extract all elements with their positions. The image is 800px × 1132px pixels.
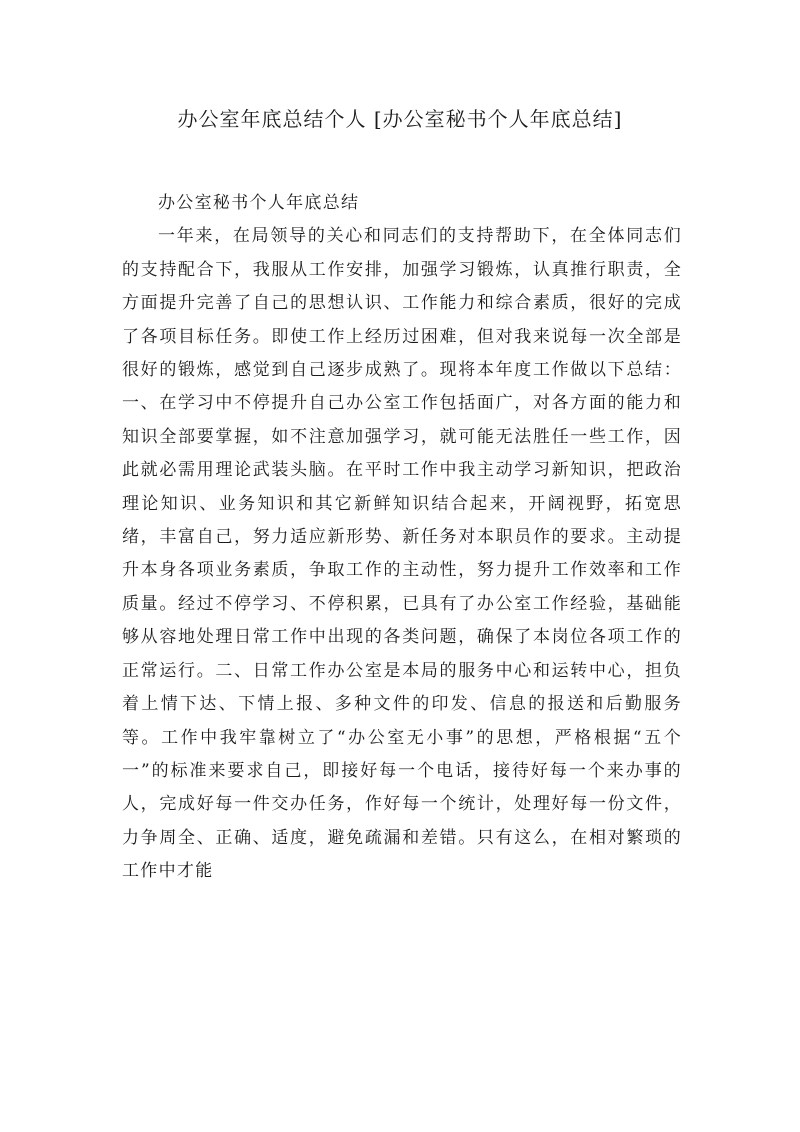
- document-body: [122, 187, 682, 889]
- document-subtitle: 办公室秘书个人年底总结: [158, 193, 360, 213]
- body-paragraph: 一年来，在局领导的关心和同志们的支持帮助下，在全体同志们的支持配合下，我服从工作安排，加强学习锻炼，认真推行职责，全方面提升完善了自己的思想认识、工作能力和综合素质，很好的完成了各项目标任务。即使工作上经历过困难，但对我来说每一次全部是很好的锻炼，感觉到自己逐步成熟了。现将本年度工作做以下总结：一、在学习中不停提升自己办公室工作包括面广，对各方面的能力和知识全部要掌握，如不注意加强学习，就可能无法胜任一些工作，因此就必需用理论武装头脑。在平时工作中我主动学习新知识，把政治理论知识、业务知识和其它新鲜知识结合起来，开阔视野，拓宽思绪，丰富自己，努力适应新形势、新任务对本职员作的要求。主动提升本身各项业务素质，争取工作的主动性，努力提升工作效率和工作质量。经过不停学习、不停积累，已具有了办公室工作经验，基础能够从容地处理日常工作中出现的各类问题，确保了本岗位各项工作的正常运行。二、日常工作办公室是本局的服务中心和运转中心，担负着上情下达、下情上报、多种文件的印发、信息的报送和后勤服务等。工作中我牢靠树立了“办公室无小事”的思想，严格根据“五个一”的标准来要求自己，即接好每一个电话，接待好每一个来办事的人，完成好每一件交办任务，作好每一个统计，处理好每一份文件，力争周全、正确、适度，避免疏漏和差错。只有这么，在相对繁琐的工作中才能: [122, 226, 682, 882]
- document-title: 办公室年底总结个人 [办公室秘书个人年底总结]: [177, 107, 623, 131]
